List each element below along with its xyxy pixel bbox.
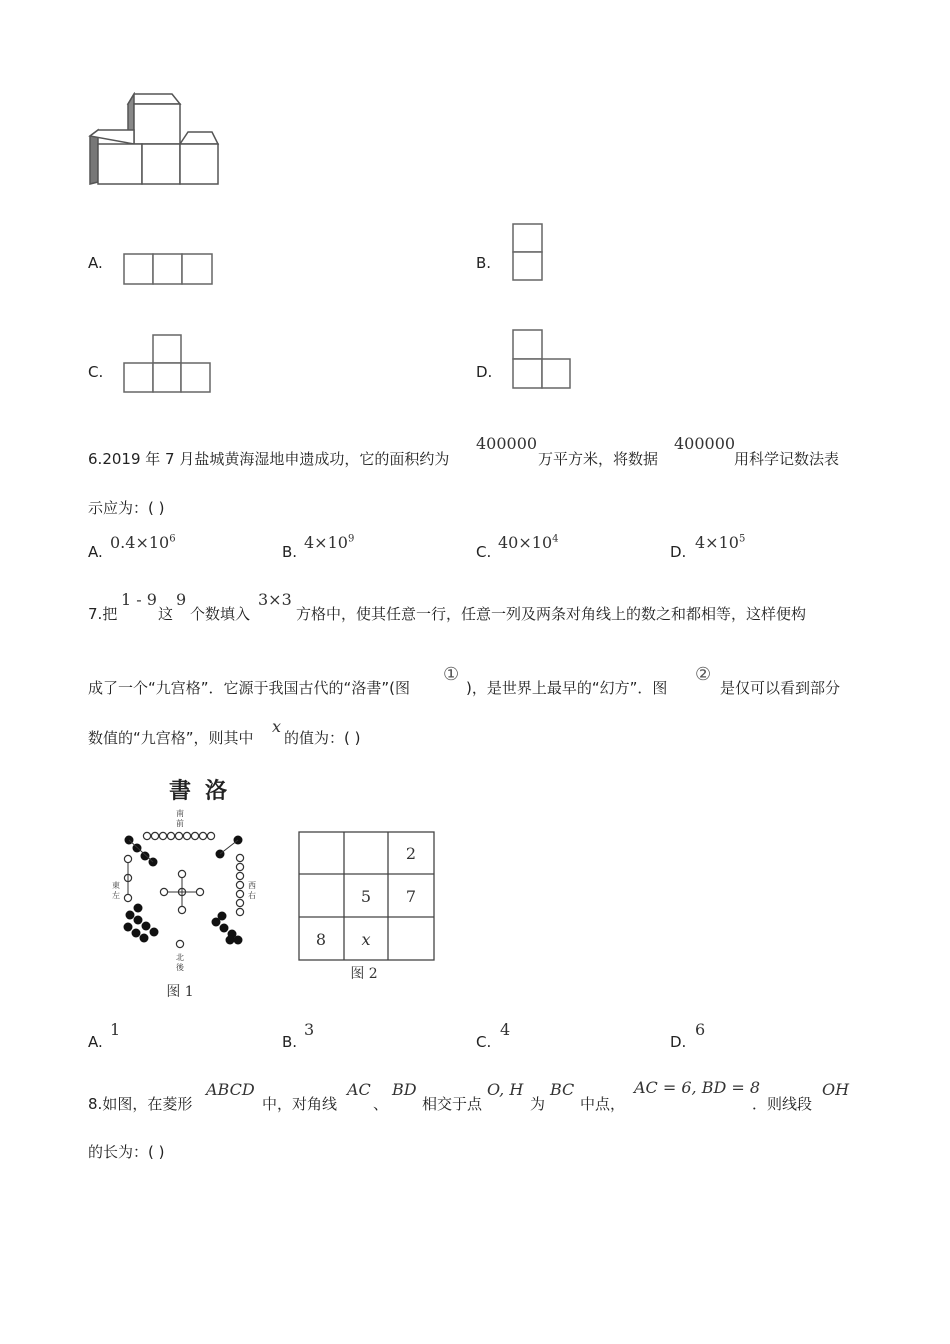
q7-circle-2: ② [695,664,712,685]
q8-rhombus: ABCD [206,1080,255,1099]
q6-text-b: 万平方米，将数据 [538,450,659,468]
q8-segment-oh: OH [822,1080,850,1099]
q8-line2: 的长为：( ) [88,1143,165,1161]
q7-intro: 7.把 [88,605,118,623]
luoshu-top-label: 南 [176,809,184,818]
magic-cell-r3c1: 8 [315,930,327,949]
q7-option-a-label[interactable]: A. [88,1033,103,1051]
figure-1-caption: 图 1 [166,984,194,1000]
q7-var-x: x [272,717,282,736]
q8-oh-points: O, H [487,1080,524,1099]
q7-option-a-value[interactable]: 1 [110,1020,121,1039]
q6-text-c: 用科学记数法表 [734,450,840,468]
q5-option-d-label[interactable]: D. [476,363,493,381]
luoshu-bottom-label-2: 後 [176,963,184,972]
q7-line2-c: 是仅可以看到部分 [720,679,841,697]
q7-option-c-label[interactable]: C. [476,1033,492,1051]
q8-text-f: ．则线段 [752,1095,813,1113]
q6-line1 [88,448,449,469]
q7-line2-a: 成了一个“九宫格”．它源于我国古代的“洛書”(图 [88,679,410,697]
q7-range: 1 - 9 [121,590,157,609]
magic-cell-r1c3: 2 [405,844,417,863]
q5-option-c-figure[interactable] [122,333,214,395]
luoshu-top-label-2: 前 [176,819,184,828]
q8-given: AC = 6, BD = 8 [634,1078,761,1097]
luoshu-bottom-label: 北 [176,953,184,962]
q7-text-c: 个数填入 [190,605,251,623]
q6-option-c-label[interactable]: C. [476,543,492,561]
q6-option-c-value[interactable]: $40\times 10^4$ [498,533,559,552]
q5-option-b-figure[interactable] [510,222,546,284]
q6-text-d: 示应为：( ) [88,499,165,517]
q8-text-e: 中点， [580,1095,626,1113]
q6-option-d-value[interactable]: $4\times 10^5$ [695,533,746,552]
q8-bd: BD [392,1080,417,1099]
magic-cell-r3c2: x [361,930,371,949]
q5-option-d-figure[interactable] [510,327,574,391]
q7-option-c-value[interactable]: 4 [500,1020,511,1039]
q6-value-2: 400000 [674,434,736,453]
q7-circle-1: ① [443,664,460,685]
luoshu-figure [100,770,300,1002]
q5-option-a-label[interactable]: A. [88,254,103,272]
luoshu-left-label-2: 左 [112,891,120,900]
q7-count: 9 [176,590,187,609]
q6-option-b-value[interactable]: $4\times 10^9$ [304,533,355,552]
magic-square-figure [296,830,438,982]
q7-option-d-value[interactable]: 6 [695,1020,706,1039]
q6-option-d-label[interactable]: D. [670,543,687,561]
q7-text-d: 方格中，使其任意一行，任意一列及两条对角线上的数之和都相等，这样便构 [296,605,807,623]
q7-option-d-label[interactable]: D. [670,1033,687,1051]
luoshu-right-label-2: 右 [248,891,256,900]
q6-text-a: 2019 年 7 月盐城黄海湿地申遗成功，它的面积约为 [102,450,450,468]
q7-line2-b: )，是世界上最早的“幻方”．图 [466,679,668,697]
q8-ac: AC [347,1080,371,1099]
cube-solid-figure [88,92,222,188]
q7-option-b-label[interactable]: B. [282,1033,298,1051]
q7-text-b: 这 [158,605,174,623]
q5-option-a-figure[interactable] [122,252,216,286]
q7-grid-size: 3×3 [258,590,292,609]
q6-option-b-label[interactable]: B. [282,543,298,561]
q6-value-1: 400000 [476,434,538,453]
q8-text-c: 相交于点 [422,1095,483,1113]
q8-sep: 、 [373,1095,389,1113]
q8-bc: BC [550,1080,575,1099]
luoshu-right-label: 西 [248,881,256,890]
luoshu-title-left: 書 [168,778,192,804]
q7-line3-a: 数值的“九宫格”，则其中 [88,729,254,747]
q8-intro: 8.如图，在菱形 [88,1095,193,1113]
magic-cell-r2c3: 7 [405,887,417,906]
q5-option-b-label[interactable]: B. [476,254,492,272]
q6-option-a-value[interactable]: $0.4\times 10^6$ [110,533,176,552]
luoshu-title-right: 洛 [204,778,228,804]
q7-line3-b: 的值为：( ) [284,729,361,747]
magic-cell-r2c2: 5 [360,887,372,906]
figure-2-caption: 图 2 [350,966,378,982]
q6-number: 6. [88,450,103,468]
q7-option-b-value[interactable]: 3 [304,1020,315,1039]
q5-option-c-label[interactable]: C. [88,363,104,381]
q6-option-a-label[interactable]: A. [88,543,103,561]
luoshu-left-label: 東 [112,881,120,890]
q8-text-d: 为 [530,1095,546,1113]
q8-text-b: 中，对角线 [262,1095,338,1113]
